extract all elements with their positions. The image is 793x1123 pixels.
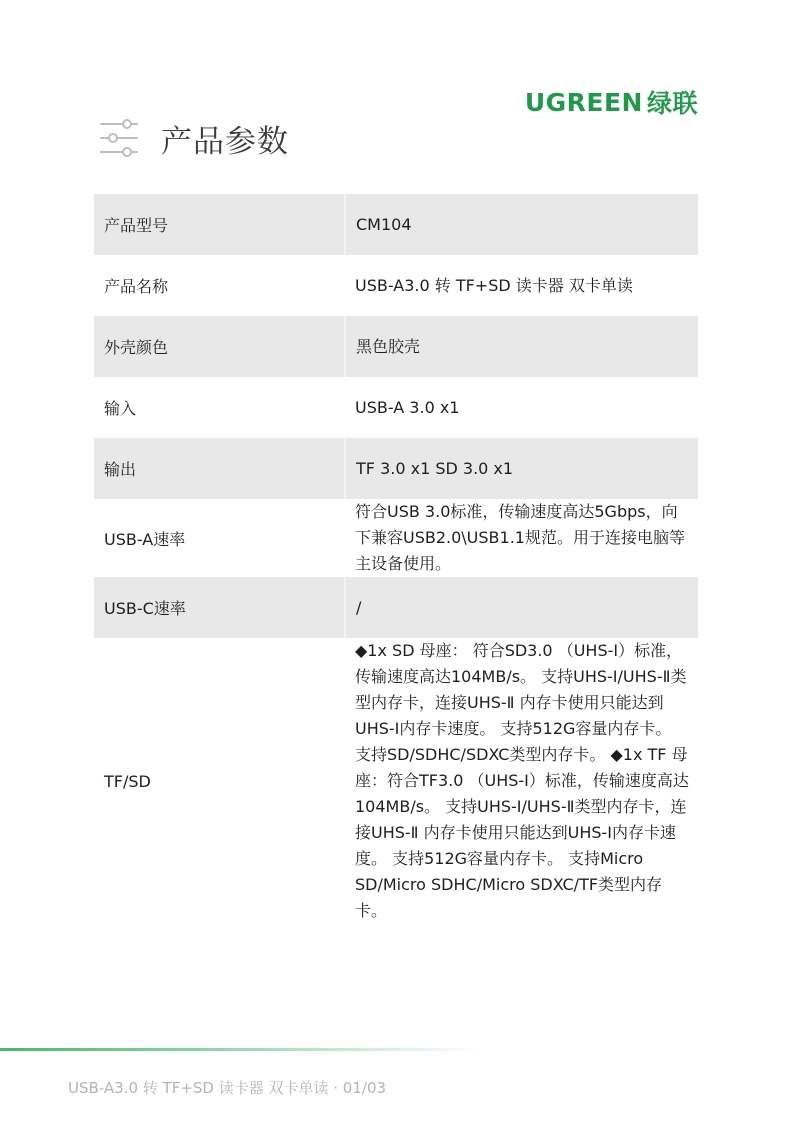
brand-logo bbox=[525, 84, 698, 120]
spec-key: 产品名称 bbox=[104, 277, 169, 296]
table-row bbox=[94, 577, 698, 638]
spec-key: 输入 bbox=[104, 399, 137, 418]
spec-value: 符合USB 3.0标准，传输速度高达5Gbps，向下兼容USB2.0\USB1.1规范。用于连接电脑等主设备使用。 bbox=[355, 502, 685, 573]
spec-value: TF 3.0 x1 SD 3.0 x1 bbox=[345, 438, 698, 499]
spec-key: USB-A速率 bbox=[104, 529, 186, 549]
table-row bbox=[94, 194, 698, 255]
table-row bbox=[94, 438, 698, 499]
spec-table bbox=[94, 194, 698, 924]
table-row bbox=[94, 377, 698, 438]
sliders-icon bbox=[99, 118, 139, 158]
table-row bbox=[94, 316, 698, 377]
spec-value: 黑色胶壳 bbox=[345, 316, 698, 377]
table-row bbox=[94, 499, 698, 577]
spec-key: USB-C速率 bbox=[94, 577, 345, 638]
spec-value: USB-A3.0 转 TF+SD 读卡器 双卡单读 bbox=[355, 275, 633, 295]
logo-text: UGREEN bbox=[524, 87, 643, 117]
footer-divider bbox=[0, 1048, 480, 1051]
footer-text: USB-A3.0 转 TF+SD 读卡器 双卡单读 · 01/03 bbox=[68, 1079, 387, 1097]
spec-key: 外壳颜色 bbox=[94, 316, 345, 377]
spec-value: USB-A 3.0 x1 bbox=[355, 397, 460, 417]
spec-value: CM104 bbox=[345, 194, 698, 255]
spec-value: ◆1x SD 母座： 符合SD3.0 （UHS-I）标准，传输速度高达104MB/s。 支持UHS-I/UHS-Ⅱ类型内存卡，连接UHS-Ⅱ 内存卡使用只能达到UHS-I内存卡速度。 支持512G容量内存卡。 支持SD/SDHC/SDXC类型内存卡。 ◆1x TF 母座：符合TF3.0 （UHS-I）标准，传输速度高达104MB/s。 支持UHS-I/UHS-Ⅱ类型内存卡，连接UHS-Ⅱ 内存卡使用只能达到UHS-I内存卡速度。 支持512G容量内存卡。 支持Micro SD/Micro SDHC/Micro SDXC/TF类型内存卡。 bbox=[355, 641, 689, 920]
section-title: 产品参数 bbox=[161, 123, 289, 160]
spec-value: / bbox=[345, 577, 698, 638]
section-header bbox=[99, 118, 289, 158]
spec-key: TF/SD bbox=[104, 771, 151, 791]
table-row bbox=[94, 638, 698, 924]
logo-text-cn: 绿联 bbox=[646, 89, 698, 118]
spec-key: 产品型号 bbox=[94, 194, 345, 255]
table-row bbox=[94, 255, 698, 316]
spec-key: 输出 bbox=[94, 438, 345, 499]
